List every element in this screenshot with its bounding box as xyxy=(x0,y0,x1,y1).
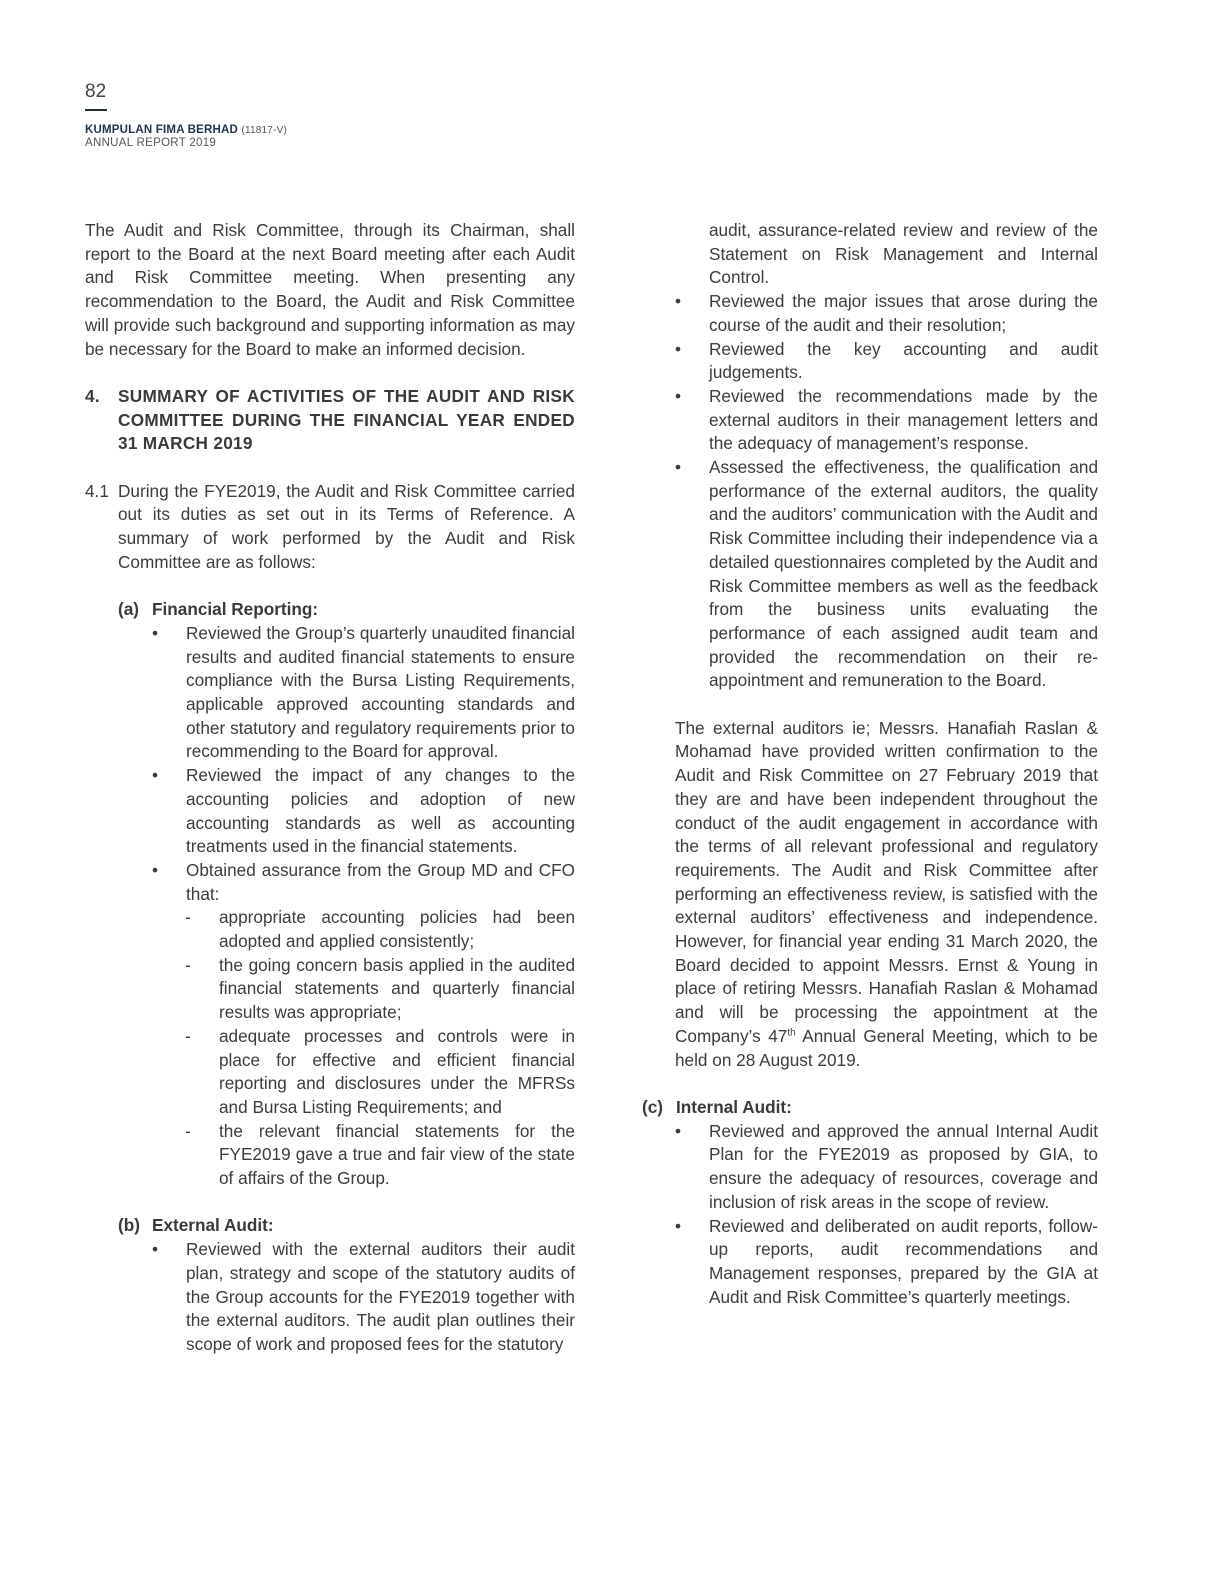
ordinal-suffix: th xyxy=(787,1027,796,1039)
dash-mark: - xyxy=(185,907,191,928)
subsection-internal-audit xyxy=(642,1096,1098,1120)
section-number: 4. xyxy=(85,385,100,406)
list-item xyxy=(642,1120,1098,1215)
section-title: SUMMARY OF ACTIVITIES OF THE AUDIT AND RISK COMMITTEE DURING THE FINANCIAL YEAR ENDED 31 MARCH 2019 xyxy=(118,385,575,454)
bullet-mark: • xyxy=(675,1215,682,1236)
item-number: 4.1 xyxy=(85,480,109,501)
subsection-label: (a) xyxy=(118,599,140,620)
list-item xyxy=(642,1215,1098,1310)
section-heading xyxy=(85,385,575,456)
sub-list-item xyxy=(85,906,575,953)
subsection-external-audit xyxy=(85,1214,575,1238)
bullet-text: Reviewed the key accounting and audit judgements. xyxy=(709,338,1098,383)
sub-list-item xyxy=(85,1025,575,1120)
bullet-text: Assessed the effectiveness, the qualification and performance of the external auditors, the quality and the auditors’ communication with the Audit and Risk Committee including their independence via a detailed questionnaires completed by the Audit and Risk Committee members as well as the feedback from the business units evaluating the performance of each assigned audit team and provided the recommendation on their re-appointment and remuneration to the Board. xyxy=(709,457,1098,691)
bullet-mark: • xyxy=(675,338,682,359)
bullet-text: Reviewed the impact of any changes to the accounting policies and adoption of new accounting standards as well as accounting treatments used in the financial statements. xyxy=(186,765,575,857)
bullet-continuation: audit, assurance-related review and review of the Statement on Risk Management and Internal Control. xyxy=(709,220,1098,288)
dash-mark: - xyxy=(185,1120,191,1141)
item-text: During the FYE2019, the Audit and Risk Committee carried out its duties as set out in its Terms of Reference. A summary of work performed by the Audit and Risk Committee are as follows: xyxy=(118,480,575,572)
dash-mark: - xyxy=(185,954,191,975)
subsection-label: (c) xyxy=(642,1096,664,1117)
subsection-title: External Audit: xyxy=(152,1215,274,1236)
bullet-text: Reviewed with the external auditors their audit plan, strategy and scope of the statutory audits of the Group accounts for the FYE2019 together with the external auditors. The audit plan outlines their scope of work and proposed fees for the statutory xyxy=(186,1239,575,1354)
sub-bullet-text: adequate processes and controls were in place for effective and efficient financial reporting and disclosures under the MFRSs and Bursa Listing Requirements; and xyxy=(219,1025,575,1117)
report-title: ANNUAL REPORT 2019 xyxy=(85,137,217,149)
sub-bullet-text: appropriate accounting policies had been adopted and applied consistently; xyxy=(219,907,575,952)
bullet-text: Reviewed the recommendations made by the external auditors in their management letters and the adequacy of management’s response. xyxy=(709,385,1098,454)
subsection-title: Financial Reporting: xyxy=(152,599,319,620)
bullet-text: Obtained assurance from the Group MD and CFO that: xyxy=(186,859,575,904)
bullet-mark: • xyxy=(152,1239,159,1260)
company-name xyxy=(85,124,287,136)
intro-paragraph: The Audit and Risk Committee, through its Chairman, shall report to the Board at the next Board meeting after each Audit and Risk Committee meeting. When presenting any recommendation to the Board, the Audit and Risk Committee will provide such background and supporting information as may be necessary for the Board to make an informed decision. xyxy=(85,220,575,359)
list-item xyxy=(642,338,1098,385)
list-item xyxy=(85,1238,575,1357)
page-number-rule xyxy=(85,109,107,111)
item-4-1 xyxy=(85,480,575,575)
bullet-text: Reviewed and deliberated on audit reports, follow-up reports, audit recommendations and Management responses, prepared by the GIA at Audit and Risk Committee’s quarterly meetings. xyxy=(709,1215,1098,1307)
sub-bullet-text: the going concern basis applied in the audited financial statements and quarterly financial results was appropriate; xyxy=(219,954,575,1023)
bullet-mark: • xyxy=(675,457,682,478)
bullet-mark: • xyxy=(675,1120,682,1141)
bullet-text: Reviewed and approved the annual Internal Audit Plan for the FYE2019 as proposed by GIA, to ensure the adequacy of resources, coverage and inclusion of risk areas in the scope of review. xyxy=(709,1120,1098,1212)
bullet-mark: • xyxy=(152,859,159,880)
bullet-mark: • xyxy=(152,622,159,643)
dash-mark: - xyxy=(185,1025,191,1046)
list-item xyxy=(85,764,575,859)
paragraph-text-a: The external auditors ie; Messrs. Hanafiah Raslan & Mohamad have provided written confirmation to the Audit and Risk Committee on 27 February 2019 that they are and have been independent throughout the conduct of the audit engagement in accordance with the terms of all relevant professional and regulatory requirements. The Audit and Risk Committee after performing an effectiveness review, is satisfied with the external auditors’ effectiveness and independence. However, for financial year ending 31 March 2020, the Board decided to appoint Messrs. Ernst & Young in place of retiring Messrs. Hanafiah Raslan & Mohamad and will be processing the appointment at the Company’s 47 xyxy=(675,717,1098,1046)
page-number: 82 xyxy=(85,81,107,102)
subsection-financial-reporting xyxy=(85,598,575,622)
left-column xyxy=(85,219,575,1357)
list-item xyxy=(642,290,1098,337)
external-auditors-paragraph xyxy=(642,717,1098,1073)
bullet-mark: • xyxy=(675,291,682,312)
list-item xyxy=(85,859,575,906)
list-item xyxy=(642,385,1098,456)
company-title: KUMPULAN FIMA BERHAD xyxy=(85,124,239,136)
bullet-mark: • xyxy=(152,765,159,786)
list-item xyxy=(642,456,1098,693)
sub-bullet-text: the relevant financial statements for the FYE2019 gave a true and fair view of the state of affairs of the Group. xyxy=(219,1120,575,1189)
bullet-mark: • xyxy=(675,385,682,406)
bullet-text: Reviewed the major issues that arose during the course of the audit and their resolution; xyxy=(709,291,1098,335)
company-registration: (11817-V) xyxy=(241,125,287,136)
list-item xyxy=(85,622,575,764)
bullet-text: Reviewed the Group’s quarterly unaudited financial results and audited financial statements to ensure compliance with the Bursa Listing Requirements, applicable approved accounting standards and other statutory and regulatory requirements prior to recommending to the Board for approval. xyxy=(186,622,575,762)
right-column xyxy=(642,219,1098,1309)
paragraph-text-b: Annual General Meeting, which to be held on 28 August 2019. xyxy=(675,1025,1098,1070)
subsection-title: Internal Audit: xyxy=(676,1096,792,1117)
page-header xyxy=(85,80,287,149)
subsection-label: (b) xyxy=(118,1215,140,1236)
sub-list-item xyxy=(85,954,575,1025)
sub-list-item xyxy=(85,1120,575,1191)
